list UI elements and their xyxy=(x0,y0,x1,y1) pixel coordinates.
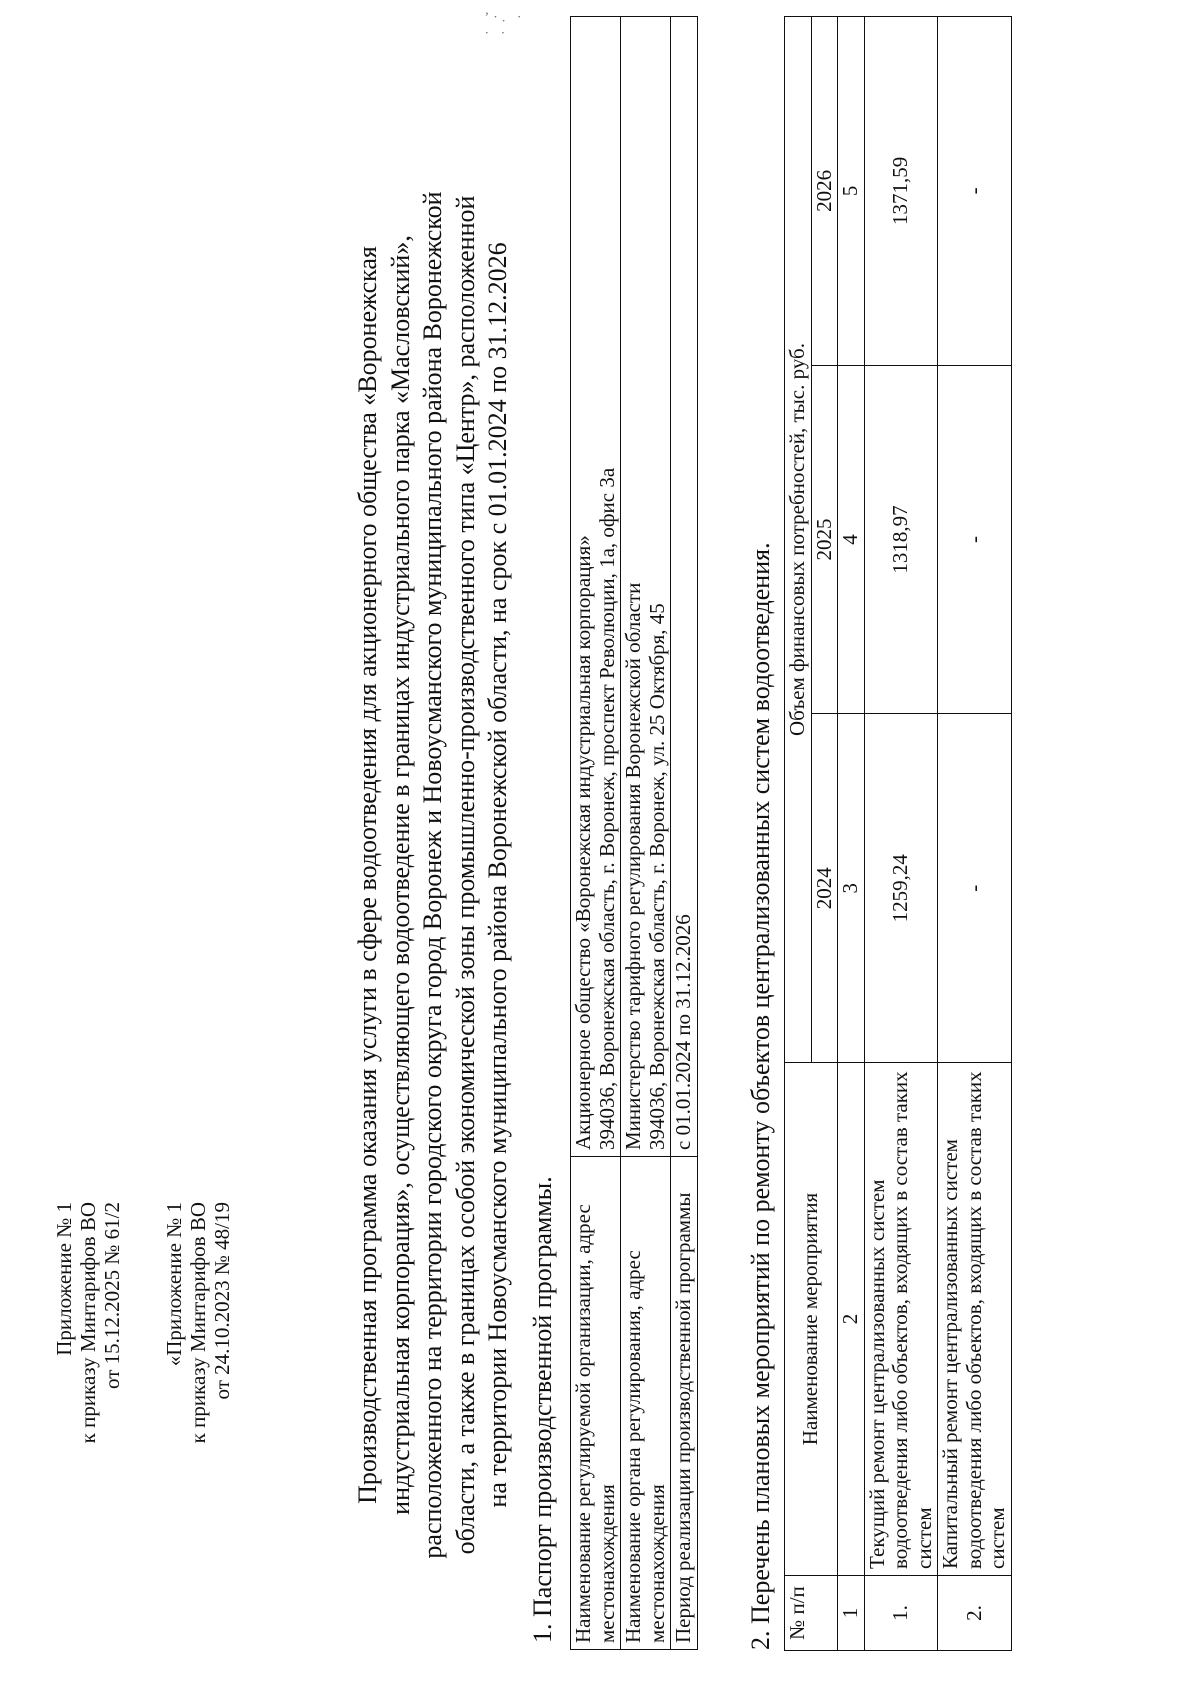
table-index-row xyxy=(838,17,865,1651)
header-num: № п/п xyxy=(785,1576,838,1651)
passport-value-line: Министерство тарифного регулирования Воронежской области xyxy=(621,582,645,1150)
row-num: 1. xyxy=(864,1576,938,1651)
passport-value xyxy=(671,17,698,1157)
column-index: 3 xyxy=(838,714,865,1063)
passport-value-line: 394036, Воронежская область, г. Воронеж, проспект Революции, 1а, офис 3а xyxy=(594,467,619,1150)
row-value-2024: 1259,24 xyxy=(864,714,938,1063)
repair-plan-table xyxy=(784,16,1012,1651)
title-line: области, а также в границах особой экономической зоны промышленно-производственного типа «Центр», расположенной xyxy=(450,195,480,1555)
column-index: 5 xyxy=(838,17,865,366)
header-name: Наименование мероприятия xyxy=(785,1063,838,1576)
table-row xyxy=(864,17,938,1651)
header-line: к приказу Минтарифов ВО xyxy=(76,1202,100,1444)
passport-key: Период реализации производственной программы xyxy=(671,1157,698,1650)
column-index: 1 xyxy=(838,1576,865,1651)
passport-value xyxy=(621,17,671,1157)
header-line: к приказу Минтарифов ВО xyxy=(186,1202,210,1444)
row-name: Капитальный ремонт централизованных систем водоотведения либо объектов, входящих в состав таких систем xyxy=(938,1063,1012,1576)
document-title xyxy=(352,65,515,1685)
row-value-2025: 1318,97 xyxy=(864,365,938,714)
title-line: Производственная программа оказания услуги в сфере водоотведения для акционерного общества «Воронежская xyxy=(353,246,382,1504)
column-index: 4 xyxy=(838,365,865,714)
scan-artifact: ʼ·. · · · xyxy=(484,10,526,42)
row-name: Текущий ремонт централизованных систем водоотведения либо объектов, входящих в состав таких систем xyxy=(864,1063,938,1576)
header-volume: Объем финансовых потребностей, тыс. руб. xyxy=(785,17,812,1063)
appendix-header-previous xyxy=(162,1202,234,1443)
passport-value xyxy=(571,17,621,1157)
title-line: индустриальная корпорация», осуществляющего водоотведение в границах индустриального парка «Масловский», xyxy=(385,235,415,1515)
table-row xyxy=(938,17,1012,1651)
passport-key: Наименование органа регулирования, адрес местонахождения xyxy=(621,1157,671,1650)
header-year-2026: 2026 xyxy=(811,17,838,366)
title-line: на территории Новоусманского муниципального района Воронежской области, на срок с 01.01.2024 по 31.12.2026 xyxy=(483,242,512,1508)
header-line: Приложение № 1 xyxy=(52,1202,76,1356)
passport-value-line: Акционерное общество «Воронежская индустриальная корпорация» xyxy=(571,535,595,1150)
table-row xyxy=(671,17,698,1650)
passport-table xyxy=(570,16,698,1650)
title-line: расположенного на территории городского округа город Воронеж и Новоусманского муниципального района Воронежской xyxy=(418,191,447,1559)
table-row xyxy=(571,17,621,1650)
header-year-2025: 2025 xyxy=(811,365,838,714)
header-year-2024: 2024 xyxy=(811,714,838,1063)
header-line: от 15.12.2025 № 61/2 xyxy=(100,1202,124,1390)
row-value-2026: 1371,59 xyxy=(864,17,938,366)
header-line: «Приложение № 1 xyxy=(162,1202,186,1367)
column-index: 2 xyxy=(838,1063,865,1576)
row-value-2026: - xyxy=(938,17,1012,366)
header-line: от 24.10.2023 № 48/19 xyxy=(210,1202,234,1400)
row-value-2024: - xyxy=(938,714,1012,1063)
table-header-row xyxy=(785,17,812,1651)
passport-key: Наименование регулируемой организации, адрес местонахождения xyxy=(571,1157,621,1650)
passport-value-line: с 01.01.2024 по 31.12.2026 xyxy=(671,914,695,1150)
section-2-title: 2. Перечень плановых мероприятий по ремонту объектов централизованных систем водоотведения. xyxy=(746,542,775,1650)
table-row xyxy=(621,17,671,1650)
section-1-title: 1. Паспорт производственной программы. xyxy=(528,1176,557,1643)
row-num: 2. xyxy=(938,1576,1012,1651)
row-value-2025: - xyxy=(938,365,1012,714)
appendix-header-current xyxy=(52,1202,124,1443)
passport-value-line: 394036, Воронежская область, г. Воронеж, ул. 25 Октября, 45 xyxy=(644,603,669,1150)
